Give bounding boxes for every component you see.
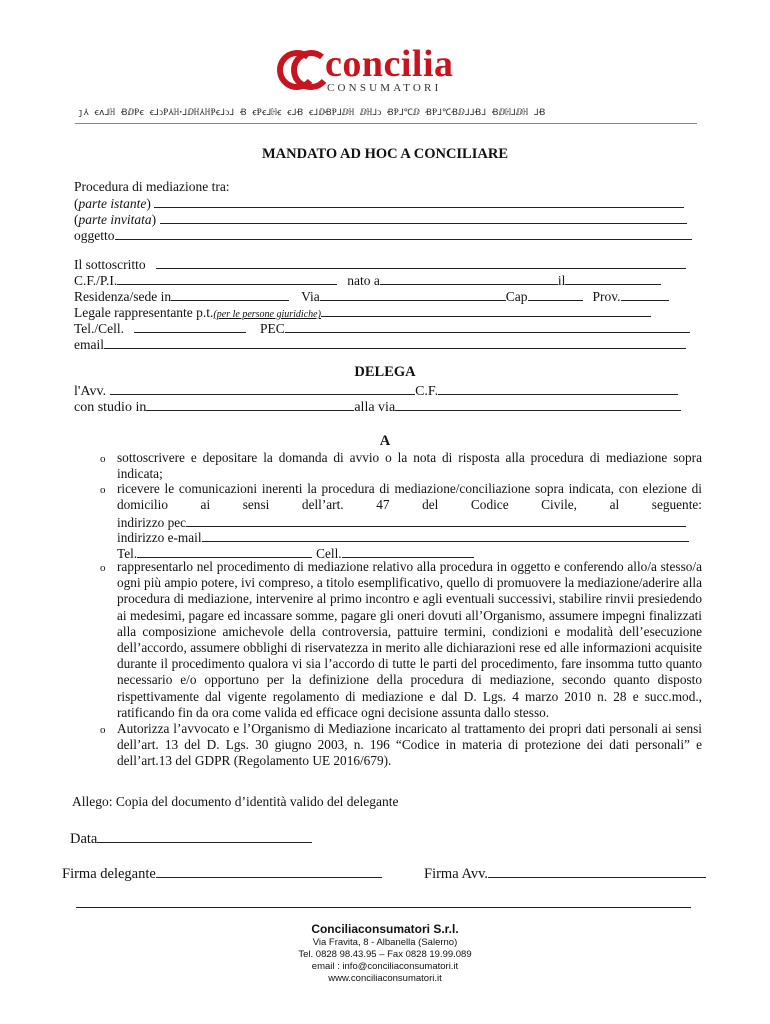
footer-address: Via Fravita, 8 - Albanella (Salerno)	[312, 937, 458, 948]
residenza-label: Residenza/sede in	[74, 289, 172, 304]
email-label: email	[74, 337, 104, 352]
studio-row	[74, 398, 681, 416]
header-divider	[75, 123, 697, 124]
il-field[interactable]	[565, 272, 661, 285]
cf-label: C.F.	[415, 384, 439, 399]
alla-via-label: alla via	[354, 400, 396, 415]
il-label: il	[557, 273, 566, 288]
oggetto-label: oggetto	[74, 228, 115, 243]
avv-field[interactable]	[110, 382, 415, 395]
cf-pi-field[interactable]	[117, 272, 337, 285]
tel-label: Tel.	[117, 546, 138, 561]
cell-label: Cell.	[316, 546, 342, 561]
legale-field[interactable]	[321, 304, 651, 317]
cap-field[interactable]	[528, 288, 583, 301]
firma-delegante-label: Firma delegante	[62, 866, 156, 882]
item-4: Autorizza l’avvocato e l’Organismo di Mediazione incaricato al trattamento dei propri dati personali ai sensi dell’art. 13 del D. Lgs. 30 giugno 2003, n. 196 “Codice in materia di protezione dei dati personali” e dell’art.13 del GDPR (Regolamento UE 2016/679).	[117, 721, 702, 769]
parte-invitata-field[interactable]	[160, 211, 687, 224]
parte-istante-field[interactable]	[154, 195, 684, 208]
tel-field[interactable]	[137, 545, 312, 558]
data-label: Data	[70, 831, 98, 847]
residenza-row	[74, 288, 669, 305]
via-label: Via	[301, 289, 320, 304]
parte-istante-label: parte istante	[78, 196, 147, 211]
footer-company: Conciliaconsumatori S.r.l.	[311, 922, 459, 936]
sottoscritto-field[interactable]	[156, 256, 686, 269]
parte-invitata-row: (parte invitata)	[74, 211, 694, 228]
document-title: MANDATO AD HOC A CONCILIARE	[262, 146, 508, 162]
tel-pec-row	[74, 320, 690, 337]
tel-cell-field[interactable]	[134, 320, 246, 333]
logo-tagline: CONSUMATORI	[327, 82, 442, 94]
footer-phone: Tel. 0828 98.43.95 – Fax 0828 19.99.089	[298, 949, 472, 960]
prov-field[interactable]	[621, 288, 669, 301]
sottoscritto-label: Il sottoscritto	[74, 257, 146, 272]
cap-label: Cap	[505, 289, 528, 304]
firma-avv-row	[424, 864, 706, 882]
avv-label: l'Avv.	[74, 384, 107, 399]
parte-invitata-label: parte invitata	[78, 212, 152, 227]
firma-delegante-field[interactable]	[156, 864, 382, 878]
cf-row	[74, 272, 661, 289]
alla-via-field[interactable]	[395, 398, 681, 411]
cf-pi-label: C.F./P.I.	[74, 273, 118, 288]
residenza-field[interactable]	[171, 288, 289, 301]
footer-email: email : info@conciliaconsumatori.it	[311, 961, 459, 972]
indirizzo-email-field[interactable]	[202, 529, 689, 542]
parte-istante-row: (parte istante)	[74, 195, 694, 212]
email-field[interactable]	[104, 336, 686, 349]
indirizzo-email-row	[117, 529, 689, 546]
legale-label: Legale rappresentante p.t.	[74, 305, 214, 320]
footer-divider	[76, 907, 691, 908]
firma-avv-field[interactable]	[488, 864, 706, 878]
pec-label: PEC	[260, 321, 285, 336]
bullet-2: o	[100, 484, 106, 496]
indirizzo-pec-label: indirizzo pec	[117, 515, 187, 530]
delega-title: DELEGA	[354, 364, 416, 380]
item-2: ricevere le comunicazioni inerenti la procedura di mediazione/conciliazione sopra indicata, con elezione di domicilio ai sensi dell’art. 47 del Codice Civile, al seguente:	[117, 481, 702, 513]
footer	[0, 922, 770, 985]
bullet-3: o	[100, 562, 106, 574]
bullet-1: o	[100, 453, 106, 465]
nato-a-label: nato a	[347, 273, 380, 288]
tel-cell-label: Tel./Cell.	[74, 321, 125, 336]
cell-field[interactable]	[342, 545, 474, 558]
email-row	[74, 336, 686, 353]
sottoscritto-row	[74, 256, 686, 273]
cf-field[interactable]	[438, 382, 678, 395]
firma-avv-label: Firma Avv.	[424, 866, 489, 882]
nato-a-field[interactable]	[380, 272, 558, 285]
a-title: A	[379, 433, 391, 449]
studio-field[interactable]	[146, 398, 354, 411]
legale-note: (per le persone giuridiche)	[213, 309, 321, 320]
footer-website: www.conciliaconsumatori.it	[328, 973, 442, 984]
logo	[275, 44, 505, 100]
firma-delegante-row	[62, 864, 382, 882]
bullet-4: o	[100, 724, 106, 736]
data-field[interactable]	[97, 829, 312, 843]
prov-label: Prov.	[592, 289, 621, 304]
indirizzo-email-label: indirizzo e-mail	[117, 530, 202, 545]
oggetto-field[interactable]	[115, 227, 692, 240]
indirizzo-pec-field[interactable]	[186, 514, 686, 527]
pec-field[interactable]	[285, 320, 690, 333]
studio-label: con studio in	[74, 400, 147, 415]
procedure-intro: Procedura di mediazione tra:	[74, 179, 230, 194]
header-garbled-line: ȷ⅄ ꞓʌ⅃ℍ ꞖⅅⱣꞓ ꞓ⅃ↄⱣ⅄ℍꞏ⅃ⅅℍ⅄ℍⱣꞓ⅃ↄ⅃ Ꞗ ꞓⱣꞓ⅃ℍꞓ ꞓ⅃Ꞗ ꞓ⅃ⅅꞖⱣ⅃ⅅℍ ⅅℍ⅃ↄ ꞖⱣ⅃℃ⅅ ꞖⱣ⅃℃Ꞗⅅ⅃⅃Ꞗ⅃ Ꞗⅅℍ⅃ⅅℍ ⅃Ꞗ	[78, 108, 546, 118]
item-1: sottoscrivere e depositare la domanda di avvio o la nota di risposta alla procedura di mediazione sopra indicata;	[117, 450, 702, 482]
via-field[interactable]	[320, 288, 506, 301]
data-row	[70, 829, 312, 847]
oggetto-row	[74, 227, 692, 244]
item-3: rappresentarlo nel procedimento di mediazione relativo alla procedura in oggetto e conferendo allo/a stesso/a ogni più ampio potere, ivi compreso, a titolo esemplificativo, quello di promuovere la mediazione/aderire alla procedura di mediazione, intervenire al primo incontro e agli eventuali successivi, stabilire rinvii presiedendo ai medesimi, pagare ed incassare somme, pagare gli oneri dovuti all’Organismo, assumere impegni finalizzati alla composizione amichevole della controversia, pattuire termini, condizioni e modalità dell’esecuzione dell’accordo, assumere obblighi di riservatezza in merito alle dichiarazioni rese ed alle informazioni acquisite durante il procedimento qualora vi sia l’accordo di tutte le parti del procedimento, fare insomma tutto quanto necessario e/o opportuno per la definizione della procedura di mediazione, secondo quanto disposto rispettivamente dal vigente regolamento di mediazione e dal D. Lgs. 4 marzo 2010 n. 28 e succ.mod., ratificando fin da ora come valida ed efficace ogni decisione assunta dallo stesso.	[117, 559, 702, 720]
allego-text: Allego: Copia del documento d’identità valido del delegante	[72, 794, 399, 809]
logo-name: concilia	[325, 43, 454, 85]
